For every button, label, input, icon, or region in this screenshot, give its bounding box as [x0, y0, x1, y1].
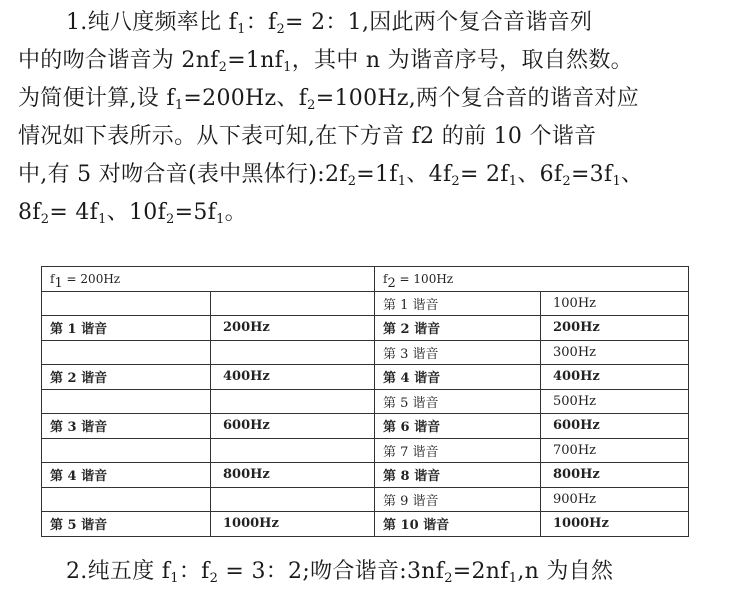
- text-run: ，其中 n 为谐音序号，取自然数。: [291, 48, 633, 73]
- intro-paragraph: [18, 4, 730, 232]
- subscript: 2: [276, 22, 286, 37]
- table-row: [42, 438, 689, 463]
- table-cell-c3: 第 5 谐音: [375, 389, 541, 414]
- subscript: 1: [54, 275, 63, 291]
- table-cell-c3: 第 9 谐音: [375, 487, 541, 512]
- subscript: 1: [397, 174, 407, 189]
- subscript: 1: [98, 212, 107, 227]
- subscript: 2: [562, 174, 571, 189]
- table-cell-c3: 第 8 谐音: [375, 463, 541, 488]
- next-paragraph: [18, 553, 730, 591]
- subscript: 1: [170, 571, 179, 586]
- text-run: ：f: [245, 10, 277, 35]
- text-line: [18, 80, 730, 118]
- text-run: =3f: [570, 162, 613, 187]
- text-run: 、6f: [517, 162, 563, 187]
- subscript: 1: [216, 212, 225, 227]
- subscript: 1: [174, 98, 184, 113]
- subscript: 2: [218, 60, 228, 75]
- text-run: =1nf: [227, 48, 284, 73]
- subscript: 1: [508, 571, 518, 586]
- text-run: = 100Hz: [395, 271, 454, 286]
- table-cell-c1: 第 2 谐音: [42, 365, 211, 390]
- table-cell-c4: 900Hz: [541, 487, 689, 512]
- table-row: [42, 316, 689, 341]
- table-cell-c1: 第 4 谐音: [42, 463, 211, 488]
- table-cell-c4: 1000Hz: [541, 512, 689, 537]
- table-row: [42, 463, 689, 488]
- table-cell-c4: 500Hz: [541, 389, 689, 414]
- text-run: = 2f: [459, 162, 509, 187]
- subscript: 2: [387, 275, 396, 291]
- table-row: [42, 365, 689, 390]
- text-run: 为简便计算,设 f: [18, 86, 175, 111]
- table-cell-c2: [211, 340, 375, 365]
- table-row: [42, 487, 689, 512]
- text-run: = 4f: [49, 200, 99, 225]
- table-cell-c3: 第 1 谐音: [375, 291, 541, 316]
- text-run: =1f: [356, 162, 398, 187]
- table-cell-c4: 200Hz: [541, 316, 689, 341]
- text-run: 中,有 5 对吻合音(表中黑体行):2f: [18, 162, 348, 187]
- table-cell-c4: 800Hz: [541, 463, 689, 488]
- text-run: 、4f: [406, 162, 452, 187]
- subscript: 2: [444, 571, 453, 586]
- subscript: 2: [166, 212, 175, 227]
- subscript: 1: [237, 22, 246, 37]
- table-cell-c1: [42, 291, 211, 316]
- table-row: [42, 340, 689, 365]
- text-run: f: [50, 271, 55, 286]
- subscript: 2: [307, 98, 316, 113]
- text-run: ,n 为自然: [517, 559, 614, 584]
- text-run: = 3：2;吻合谐音:3nf: [218, 559, 445, 584]
- table-cell-c1: [42, 438, 211, 463]
- table-row: [42, 389, 689, 414]
- table-header-row: [42, 267, 689, 292]
- subscript: 1: [283, 60, 292, 75]
- text-line: [18, 42, 730, 80]
- table-cell-c3: 第 10 谐音: [375, 512, 541, 537]
- text-line: [18, 118, 730, 156]
- table-cell-c1: 第 3 谐音: [42, 414, 211, 439]
- table-cell-c2: [211, 438, 375, 463]
- table-cell-c1: [42, 340, 211, 365]
- harmonic-table: [41, 266, 689, 537]
- table-cell-c2: 400Hz: [211, 365, 375, 390]
- table-cell-c2: 800Hz: [211, 463, 375, 488]
- table-cell-c2: [211, 389, 375, 414]
- text-line: [18, 4, 730, 42]
- text-run: 中的吻合谐音为 2nf: [18, 48, 219, 73]
- table-cell-c3: 第 6 谐音: [375, 414, 541, 439]
- subscript: 2: [347, 174, 357, 189]
- text-run: =2nf: [452, 559, 509, 584]
- text-run: 2.纯五度 f: [66, 559, 171, 584]
- text-run: = 200Hz: [62, 271, 121, 286]
- table-cell-c2: 200Hz: [211, 316, 375, 341]
- subscript: 1: [612, 174, 622, 189]
- text-run: ：f: [178, 559, 210, 584]
- table-cell-c2: [211, 487, 375, 512]
- subscript: 2: [209, 571, 219, 586]
- text-run: 、10f: [106, 200, 167, 225]
- table-row: [42, 512, 689, 537]
- table-cell-c3: 第 2 谐音: [375, 316, 541, 341]
- text-run: =100Hz,两个复合音的谐音对应: [315, 86, 640, 111]
- subscript: 1: [508, 174, 518, 189]
- table-cell-c1: [42, 389, 211, 414]
- table-cell-c4: 700Hz: [541, 438, 689, 463]
- table-cell-c1: 第 1 谐音: [42, 316, 211, 341]
- table-row: [42, 414, 689, 439]
- table-cell-c3: 第 7 谐音: [375, 438, 541, 463]
- text-run: 1.纯八度频率比 f: [66, 10, 238, 35]
- table-cell-c4: 100Hz: [541, 291, 689, 316]
- table-row: [42, 291, 689, 316]
- text-line: [18, 156, 730, 194]
- table-cell-c3: 第 3 谐音: [375, 340, 541, 365]
- table-cell-c2: 1000Hz: [211, 512, 375, 537]
- table-cell-c3: 第 4 谐音: [375, 365, 541, 390]
- table-cell-c4: 400Hz: [541, 365, 689, 390]
- text-run: 8f: [18, 200, 41, 225]
- text-run: 。: [224, 200, 247, 225]
- subscript: 2: [40, 212, 50, 227]
- table-cell-c1: [42, 487, 211, 512]
- table-cell-c4: 600Hz: [541, 414, 689, 439]
- subscript: 2: [451, 174, 460, 189]
- text-run: 情况如下表所示。从下表可知,在下方音 f2 的前 10 个谐音: [18, 124, 597, 149]
- text-run: =5f: [174, 200, 217, 225]
- text-line: [18, 553, 730, 591]
- header-f1: [42, 267, 375, 292]
- text-run: f: [383, 271, 388, 286]
- table-cell-c2: 600Hz: [211, 414, 375, 439]
- text-line: [18, 194, 730, 232]
- header-f2: [375, 267, 689, 292]
- text-run: = 2：1,因此两个复合音谐音列: [285, 10, 593, 35]
- table-cell-c2: [211, 291, 375, 316]
- table-cell-c4: 300Hz: [541, 340, 689, 365]
- text-run: =200Hz、f: [183, 86, 308, 111]
- text-run: 、: [621, 162, 644, 187]
- table-cell-c1: 第 5 谐音: [42, 512, 211, 537]
